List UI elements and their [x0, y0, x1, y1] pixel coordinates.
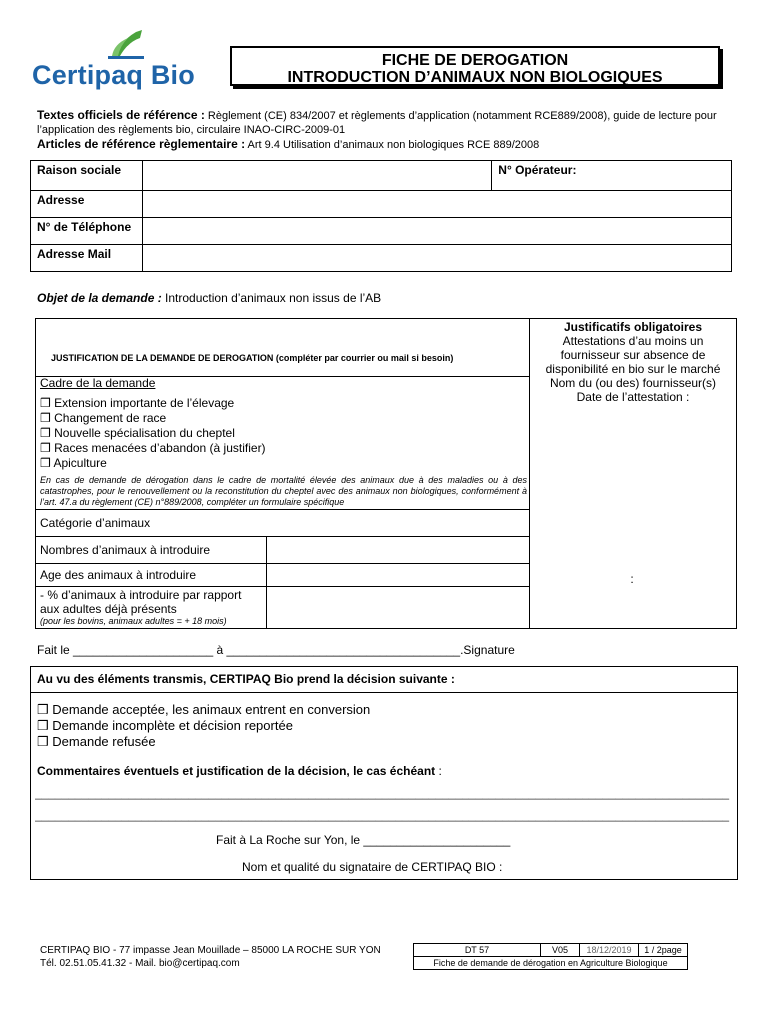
option-changement-race[interactable]	[40, 411, 266, 426]
textes-value: Règlement (CE) 834/2007 et règlements d’application (notamment RCE889/2008), guide de lecture pour l’application des règlements bio, circulaire INAO-CIRC-2009-01	[37, 110, 717, 136]
adresse-field[interactable]	[142, 191, 731, 218]
objet-label: Objet de la demande :	[37, 291, 162, 305]
nombres-label: Nombres d’animaux à introduire	[40, 543, 211, 557]
decision-refusee[interactable]	[37, 734, 370, 750]
option-label: Demande incomplète et décision reportée	[52, 718, 293, 733]
fait-a-date[interactable]: Fait à La Roche sur Yon, le ______________________	[216, 833, 511, 847]
option-races-menacees[interactable]	[40, 441, 266, 456]
justificatifs-line: fournisseur sur absence de	[560, 348, 706, 362]
objet-value: Introduction d’animaux non issus de l’AB	[161, 291, 382, 305]
operateur-label: N° Opérateur:	[498, 163, 577, 177]
document-ref-table	[413, 943, 688, 970]
option-extension[interactable]	[40, 396, 266, 411]
decision-options	[37, 702, 370, 750]
textes-label: Textes officiels de référence :	[37, 108, 205, 122]
option-specialisation[interactable]	[40, 426, 266, 441]
justificatifs-line: Date de l’attestation :	[576, 390, 690, 404]
row-divider	[35, 509, 529, 510]
age-field[interactable]	[267, 564, 529, 586]
footer-address-line1: CERTIPAQ BIO - 77 impasse Jean Mouillade – 85000 LA ROCHE SUR YON	[40, 945, 381, 956]
checkbox-icon[interactable]: ❒	[40, 396, 51, 410]
option-label: Extension importante de l’élevage	[54, 396, 235, 410]
doc-title: Fiche de demande de dérogation en Agriculture Biologique	[414, 957, 688, 970]
decision-header-divider	[30, 692, 738, 693]
decision-acceptee[interactable]	[37, 702, 370, 718]
objet-demande	[37, 291, 381, 305]
nombres-field[interactable]	[267, 537, 529, 563]
justificatifs-line: Attestations d’au moins un	[562, 334, 704, 348]
mail-label: Adresse Mail	[31, 245, 143, 272]
comment-colon: :	[435, 764, 442, 778]
footer-address-line2: Tél. 02.51.05.41.32 - Mail. bio@certipaq.com	[40, 958, 240, 969]
checkbox-icon[interactable]: ❒	[40, 426, 51, 440]
adresse-label: Adresse	[31, 191, 143, 218]
checkbox-icon[interactable]: ❒	[37, 718, 49, 733]
title-line2: INTRODUCTION D’ANIMAUX NON BIOLOGIQUES	[287, 69, 663, 86]
doc-version: V05	[541, 944, 580, 957]
raison-sociale-label: Raison sociale	[31, 161, 143, 191]
title-line1: FICHE DE DEROGATION	[381, 52, 569, 69]
categorie-label: Catégorie d’animaux	[40, 516, 151, 530]
decision-incomplete[interactable]	[37, 718, 370, 734]
option-label: Apiculture	[53, 456, 107, 470]
cadre-label: Cadre de la demande	[40, 376, 156, 390]
raison-sociale-field[interactable]	[142, 161, 491, 191]
option-label: Nouvelle spécialisation du cheptel	[54, 426, 235, 440]
pct-note: (pour les bovins, animaux adultes = + 18 mois)	[40, 616, 227, 626]
justificatifs-line: Nom du (ou des) fournisseur(s)	[549, 376, 717, 390]
footer-address	[40, 944, 381, 970]
pourcentage-label	[40, 588, 241, 627]
checkbox-icon[interactable]: ❒	[40, 411, 51, 425]
telephone-field[interactable]	[142, 218, 731, 245]
fait-le-signature-line[interactable]: Fait le _____________________ à ___________________________________.Signature	[37, 643, 515, 657]
commentaires-label	[37, 764, 442, 778]
mortalite-note: En cas de demande de dérogation dans le cadre de mortalité élevée des animaux due à des maladies ou à des catastrophes, pour le renouvellement ou la reconstitution du cheptel avec des animaux non biologiques, conformément à l’art. 47.a du règlement (CE) n°889/2008, compléter un formulaire spécifique	[40, 475, 527, 507]
pct-line2: aux adultes déjà présents	[40, 602, 177, 616]
identity-table	[30, 160, 732, 272]
option-label: Demande refusée	[52, 734, 156, 749]
option-apiculture[interactable]	[40, 456, 266, 471]
pct-line1: - % d’animaux à introduire par rapport	[40, 588, 242, 602]
comment-line-1[interactable]: ________________________________________________________________________________________________________	[35, 786, 730, 800]
certipaq-leaf-logo-icon	[98, 30, 144, 64]
justificatifs-column	[530, 320, 736, 404]
checkbox-icon[interactable]: ❒	[40, 441, 51, 455]
comment-line-2[interactable]: ________________________________________________________________________________________________________	[35, 808, 730, 822]
decision-header: Au vu des éléments transmis, CERTIPAQ Bio prend la décision suivante :	[37, 672, 455, 686]
reference-texts	[37, 108, 737, 152]
logo-text: Certipaq Bio	[32, 60, 195, 90]
justificatifs-colon: :	[630, 572, 634, 586]
articles-value: Art 9.4 Utilisation d’animaux non biologiques RCE 889/2008	[245, 139, 540, 151]
doc-code: DT 57	[414, 944, 541, 957]
doc-page: 1 / 2page	[639, 944, 688, 957]
justification-header: JUSTIFICATION DE LA DEMANDE DE DEROGATION (compléter par courrier ou mail si besoin)	[51, 353, 454, 363]
telephone-label: N° de Téléphone	[31, 218, 143, 245]
checkbox-icon[interactable]: ❒	[37, 734, 49, 749]
options-list	[40, 396, 266, 471]
operateur-field[interactable]	[492, 161, 732, 191]
justificatifs-line: disponibilité en bio sur le marché	[545, 362, 721, 376]
doc-date: 18/12/2019	[580, 944, 639, 957]
signataire-label: Nom et qualité du signataire de CERTIPAQ BIO :	[242, 860, 503, 874]
mail-field[interactable]	[142, 245, 731, 272]
checkbox-icon[interactable]: ❒	[37, 702, 49, 717]
option-label: Demande acceptée, les animaux entrent en conversion	[52, 702, 371, 717]
age-label: Age des animaux à introduire	[40, 568, 197, 582]
comment-label-text: Commentaires éventuels et justification de la décision, le cas échéant	[37, 764, 436, 778]
pourcentage-field[interactable]	[267, 587, 529, 628]
option-label: Changement de race	[54, 411, 167, 425]
justificatifs-title: Justificatifs obligatoires	[563, 320, 703, 334]
title-box	[230, 46, 720, 86]
articles-label: Articles de référence règlementaire :	[37, 137, 246, 151]
checkbox-icon[interactable]: ❒	[40, 456, 51, 470]
option-label: Races menacées d’abandon (à justifier)	[54, 441, 266, 455]
